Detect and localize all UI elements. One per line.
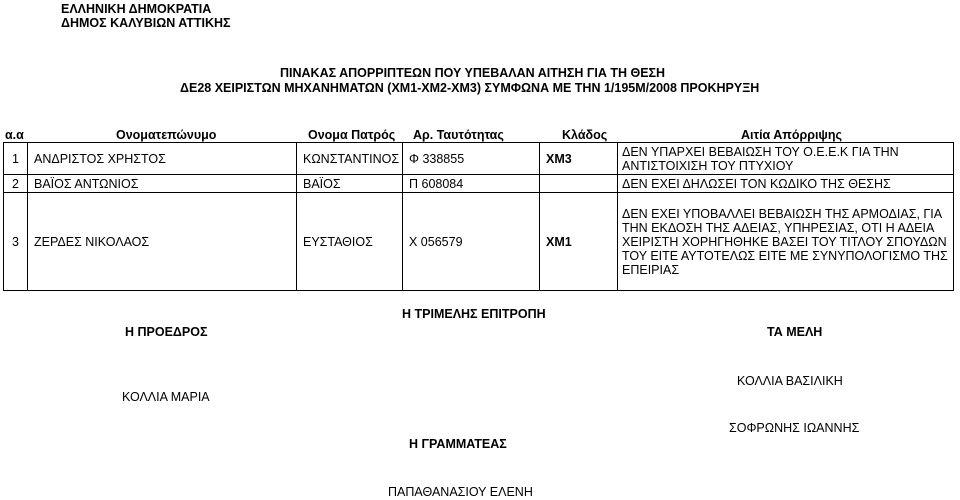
table-row	[4, 175, 954, 193]
row-name: ΖΕΡΔΕΣ ΝΙΚΟΛΑΟΣ	[28, 193, 297, 291]
committee-heading: Η ΤΡΙΜΕΛΗΣ ΕΠΙΤΡΟΠΗ	[402, 307, 546, 321]
row-name: ΑΝΔΡΙΣΤΟΣ ΧΡΗΣΤΟΣ	[28, 143, 297, 175]
col-header-name: Ονοματεπώνυμο	[116, 128, 217, 142]
table-row	[4, 193, 954, 291]
municipality-heading: ΔΗΜΟΣ ΚΑΛΥΒΙΩΝ ΑΤΤΙΚΗΣ	[61, 16, 231, 30]
col-header-branch: Κλάδος	[562, 128, 608, 142]
members-label: ΤΑ ΜΕΛΗ	[767, 325, 823, 339]
row-father: ΕΥΣΤΑΘΙΟΣ	[297, 193, 403, 291]
secretary-name: ΠΑΠΑΘΑΝΑΣΙΟΥ ΕΛΕΝΗ	[388, 485, 533, 499]
row-father: ΚΩΝΣΤΑΝΤΙΝΟΣ	[297, 143, 403, 175]
col-header-id: Αρ. Ταυτότητας	[413, 128, 504, 142]
row-name: ΒΑΪΟΣ ΑΝΤΩΝΙΟΣ	[28, 175, 297, 193]
row-id: Π 608084	[403, 175, 540, 193]
row-branch: ΧΜ3	[540, 143, 618, 175]
member2-name: ΣΟΦΡΩΝΗΣ ΙΩΑΝΝΗΣ	[729, 421, 860, 435]
col-header-reason: Αιτία Απόρριψης	[741, 128, 842, 142]
col-header-father: Ονομα Πατρός	[308, 128, 396, 142]
col-header-aa: α.α	[5, 128, 24, 142]
country-heading: ΕΛΛΗΝΙΚΗ ΔΗΜΟΚΡΑΤΙΑ	[61, 2, 212, 16]
table-row	[4, 143, 954, 175]
row-branch: ΧΜ1	[540, 193, 618, 291]
row-id: Χ 056579	[403, 193, 540, 291]
row-reason: ΔΕΝ ΕΧΕΙ ΥΠΟΒΑΛΛΕΙ ΒΕΒΑΙΩΣΗ ΤΗΣ ΑΡΜΟΔΙΑΣ, ΓΙΑ ΤΗΝ ΕΚΔΟΣΗ ΤΗΣ ΑΔΕΙΑΣ, ΥΠΗΡΕΣΙΑΣ, ΟΤΙ Η ΑΔΕΙΑ ΧΕΙΡΙΣΤΗ ΧΟΡΗΓΗΘΗΚΕ ΒΑΣΕΙ ΤΟΥ ΤΙΤΛΟΥ ΣΠΟΥΔΩΝ ΤΟΥ ΕΙΤΕ ΑΥΤΟΤΕΛΩΣ ΕΙΤΕ ΜΕ ΣΥΝΥΠΟΛΟΓΙΣΜΟ ΤΗΣ ΕΠΕΙΡΙΑΣ	[618, 193, 954, 291]
document-title-line1: ΠΙΝΑΚΑΣ ΑΠΟΡΡΙΠΤΕΩΝ ΠΟΥ ΥΠΕΒΑΛΑΝ ΑΙΤΗΣΗ ΓΙΑ ΤΗ ΘΕΣΗ	[280, 66, 666, 80]
row-aa: 3	[4, 193, 28, 291]
member1-name: ΚΟΛΛΙΑ ΒΑΣΙΛΙΚΗ	[737, 374, 843, 388]
row-id: Φ 338855	[403, 143, 540, 175]
row-reason: ΔΕΝ ΕΧΕΙ ΔΗΛΩΣΕΙ ΤΟΝ ΚΩΔΙΚΟ ΤΗΣ ΘΕΣΗΣ	[618, 175, 954, 193]
row-aa: 2	[4, 175, 28, 193]
row-aa: 1	[4, 143, 28, 175]
row-father: ΒΑΪΟΣ	[297, 175, 403, 193]
row-reason: ΔΕΝ ΥΠΑΡΧΕΙ ΒΕΒΑΙΩΣΗ ΤΟΥ Ο.Ε.Ε.Κ ΓΙΑ ΤΗΝ ΑΝΤΙΣΤΟΙΧΙΣΗ ΤΟΥ ΠΤΥΧΙΟΥ	[618, 143, 954, 175]
president-label: Η ΠΡΟΕΔΡΟΣ	[125, 325, 208, 339]
rejections-table	[3, 142, 954, 291]
secretary-label: Η ΓΡΑΜΜΑΤΕΑΣ	[409, 437, 507, 451]
document-title-line2: ΔΕ28 ΧΕΙΡΙΣΤΩΝ ΜΗΧΑΝΗΜΑΤΩΝ (ΧΜ1-ΧΜ2-ΧΜ3) ΣΥΜΦΩΝΑ ΜΕ ΤΗΝ 1/195Μ/2008 ΠΡΟΚΗΡΥΞΗ	[180, 81, 760, 95]
president-name: ΚΟΛΛΙΑ ΜΑΡΙΑ	[122, 390, 210, 404]
row-branch	[540, 175, 618, 193]
